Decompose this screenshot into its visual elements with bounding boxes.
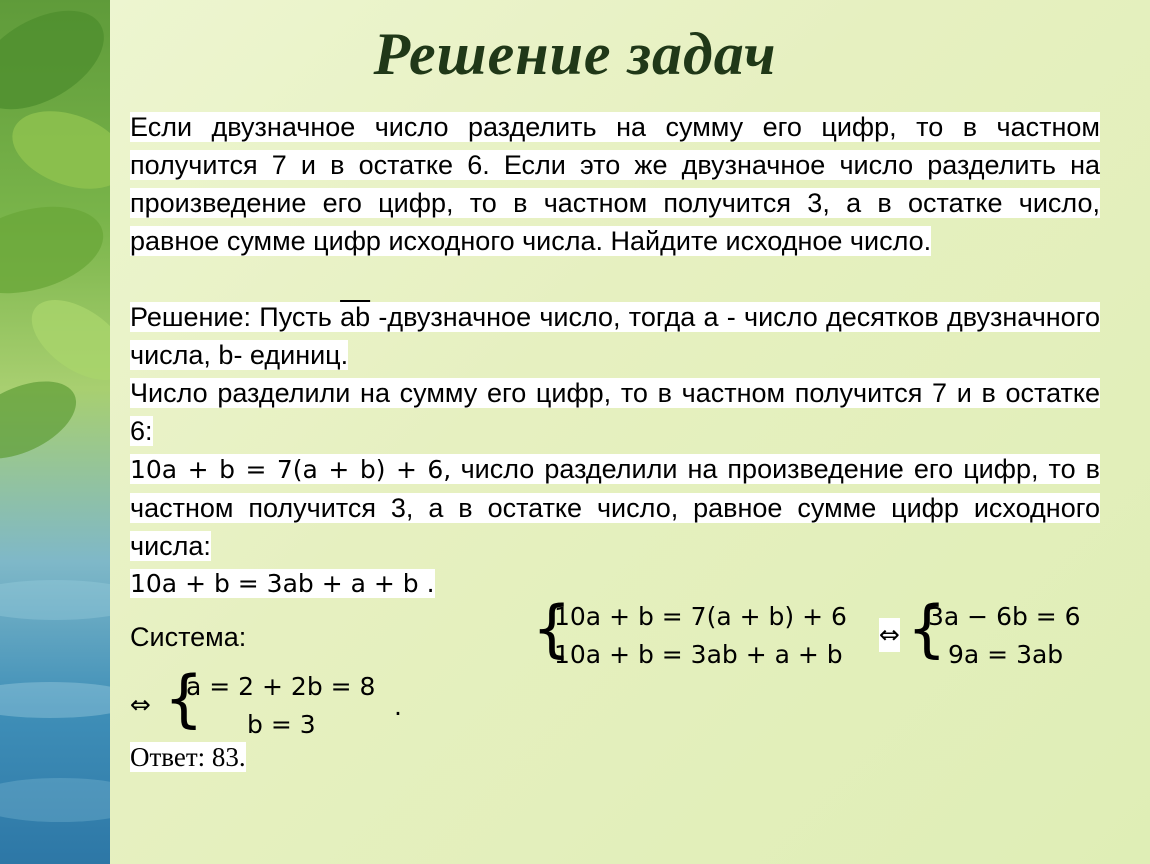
- equivalence-icon: ⇔: [879, 618, 900, 652]
- solution-label: Решение:: [130, 302, 252, 332]
- solution-desc: -двузначное число, тогда a - число десятков двузначного числа, b- единиц.: [130, 302, 1100, 370]
- equation-two: 10a + b = 3ab + a + b .: [130, 569, 435, 598]
- problem-statement: [130, 108, 1100, 260]
- answer: Ответ: 83.: [130, 742, 246, 772]
- final-dot: .: [394, 692, 402, 721]
- step-one: [130, 374, 1100, 450]
- solution-let: Пусть: [259, 302, 332, 332]
- system-left: ⇔ { a = 2 + 2b = 8 b = 3 .: [130, 668, 420, 744]
- number-ab: $\overline{ab}$: [340, 302, 371, 332]
- equivalence-icon-left: ⇔: [130, 690, 151, 719]
- slide-title: Решение задач: [373, 21, 777, 87]
- system-label-line: [130, 618, 246, 656]
- system-eq-a: 10a + b = 7(a + b) + 6: [554, 602, 847, 631]
- final-eq-a: a = 2 + 2b = 8: [186, 672, 376, 701]
- step-two-text: число разделили на произведение его цифр, то в частном получится 3, а в остатке число, равное сумме цифр исходного числа:: [130, 454, 1100, 561]
- system-label: Система:: [130, 622, 247, 652]
- problem-text: Если двузначное число разделить на сумму его цифр, то в частном получится 7 и в остатке 6. Если это же двузначное число разделить на произведение его цифр, то в частном получится 3, а в остатке число, равное сумме цифр исходного числа. Найдите исходное число.: [130, 112, 1100, 256]
- step-one-text: Число разделили на сумму его цифр, то в частном получится 7 и в остатке 6:: [130, 378, 1100, 446]
- decorative-leaves-strip: [0, 0, 110, 864]
- result-eq-b: 9a = 3ab: [948, 640, 1064, 669]
- equation-one: 10a + b = 7(a + b) + 6,: [130, 455, 452, 484]
- system-right: { 10a + b = 7(a + b) + 6 10a + b = 3ab + a + b ⇔ { 3a − 6b = 6 9a = 3ab: [532, 598, 1107, 674]
- solution-intro: [130, 298, 1100, 374]
- system-eq-b: 10a + b = 3ab + a + b: [554, 640, 843, 669]
- result-eq-a: 3a − 6b = 6: [928, 602, 1081, 631]
- answer-line: [130, 738, 246, 776]
- step-two: [130, 450, 1100, 565]
- final-eq-b: b = 3: [247, 710, 316, 739]
